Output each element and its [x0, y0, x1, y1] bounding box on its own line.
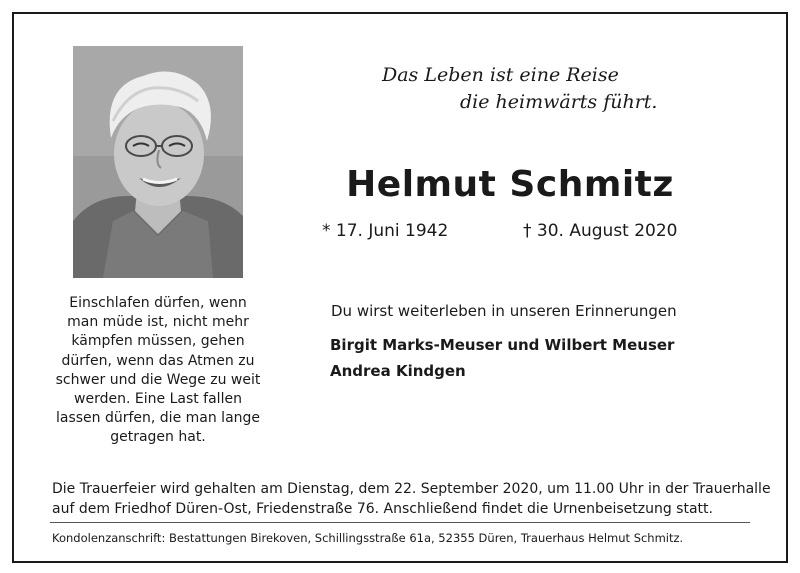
- ceremony-line-2: auf dem Friedhof Düren-Ost, Friedenstraße 76. Anschließend findet die Urnenbeisetzung statt.: [52, 501, 713, 517]
- ceremony-info: [52, 479, 772, 519]
- birth-date: * 17. Juni 1942: [322, 221, 449, 241]
- poem-line: lassen dürfen, die man lange: [55, 410, 261, 427]
- death-date: † 30. August 2020: [523, 221, 678, 241]
- motto-line-1: Das Leben ist eine Reise: [382, 64, 619, 86]
- poem-line: kämpfen müssen, gehen: [71, 333, 245, 350]
- poem: [52, 294, 264, 448]
- poem-line: werden. Eine Last fallen: [74, 391, 242, 408]
- memory-line: Du wirst weiterleben in unseren Erinnerungen: [331, 302, 677, 320]
- mourner-name: Birgit Marks-Meuser und Wilbert Meuser: [330, 336, 675, 354]
- mourner-name: Andrea Kindgen: [330, 362, 466, 380]
- ceremony-line-1: Die Trauerfeier wird gehalten am Dienstag, dem 22. September 2020, um 11.00 Uhr in der Trauerhalle: [52, 481, 771, 497]
- divider: [50, 522, 750, 523]
- motto-line-2: die heimwärts führt.: [460, 91, 658, 113]
- condolence-address: Kondolenzanschrift: Bestattungen Birekoven, Schillingsstraße 61a, 52355 Düren, Trauerhaus Helmut Schmitz.: [52, 531, 684, 545]
- poem-line: getragen hat.: [110, 429, 206, 446]
- poem-line: schwer und die Wege zu weit: [55, 371, 261, 388]
- deceased-name: Helmut Schmitz: [346, 164, 674, 205]
- portrait-photo: [73, 46, 243, 278]
- poem-line: man müde ist, nicht mehr: [67, 314, 249, 331]
- motto-quote: [380, 62, 700, 116]
- poem-line: dürfen, wenn das Atmen zu: [61, 352, 255, 369]
- poem-line: Einschlafen dürfen, wenn: [69, 295, 247, 311]
